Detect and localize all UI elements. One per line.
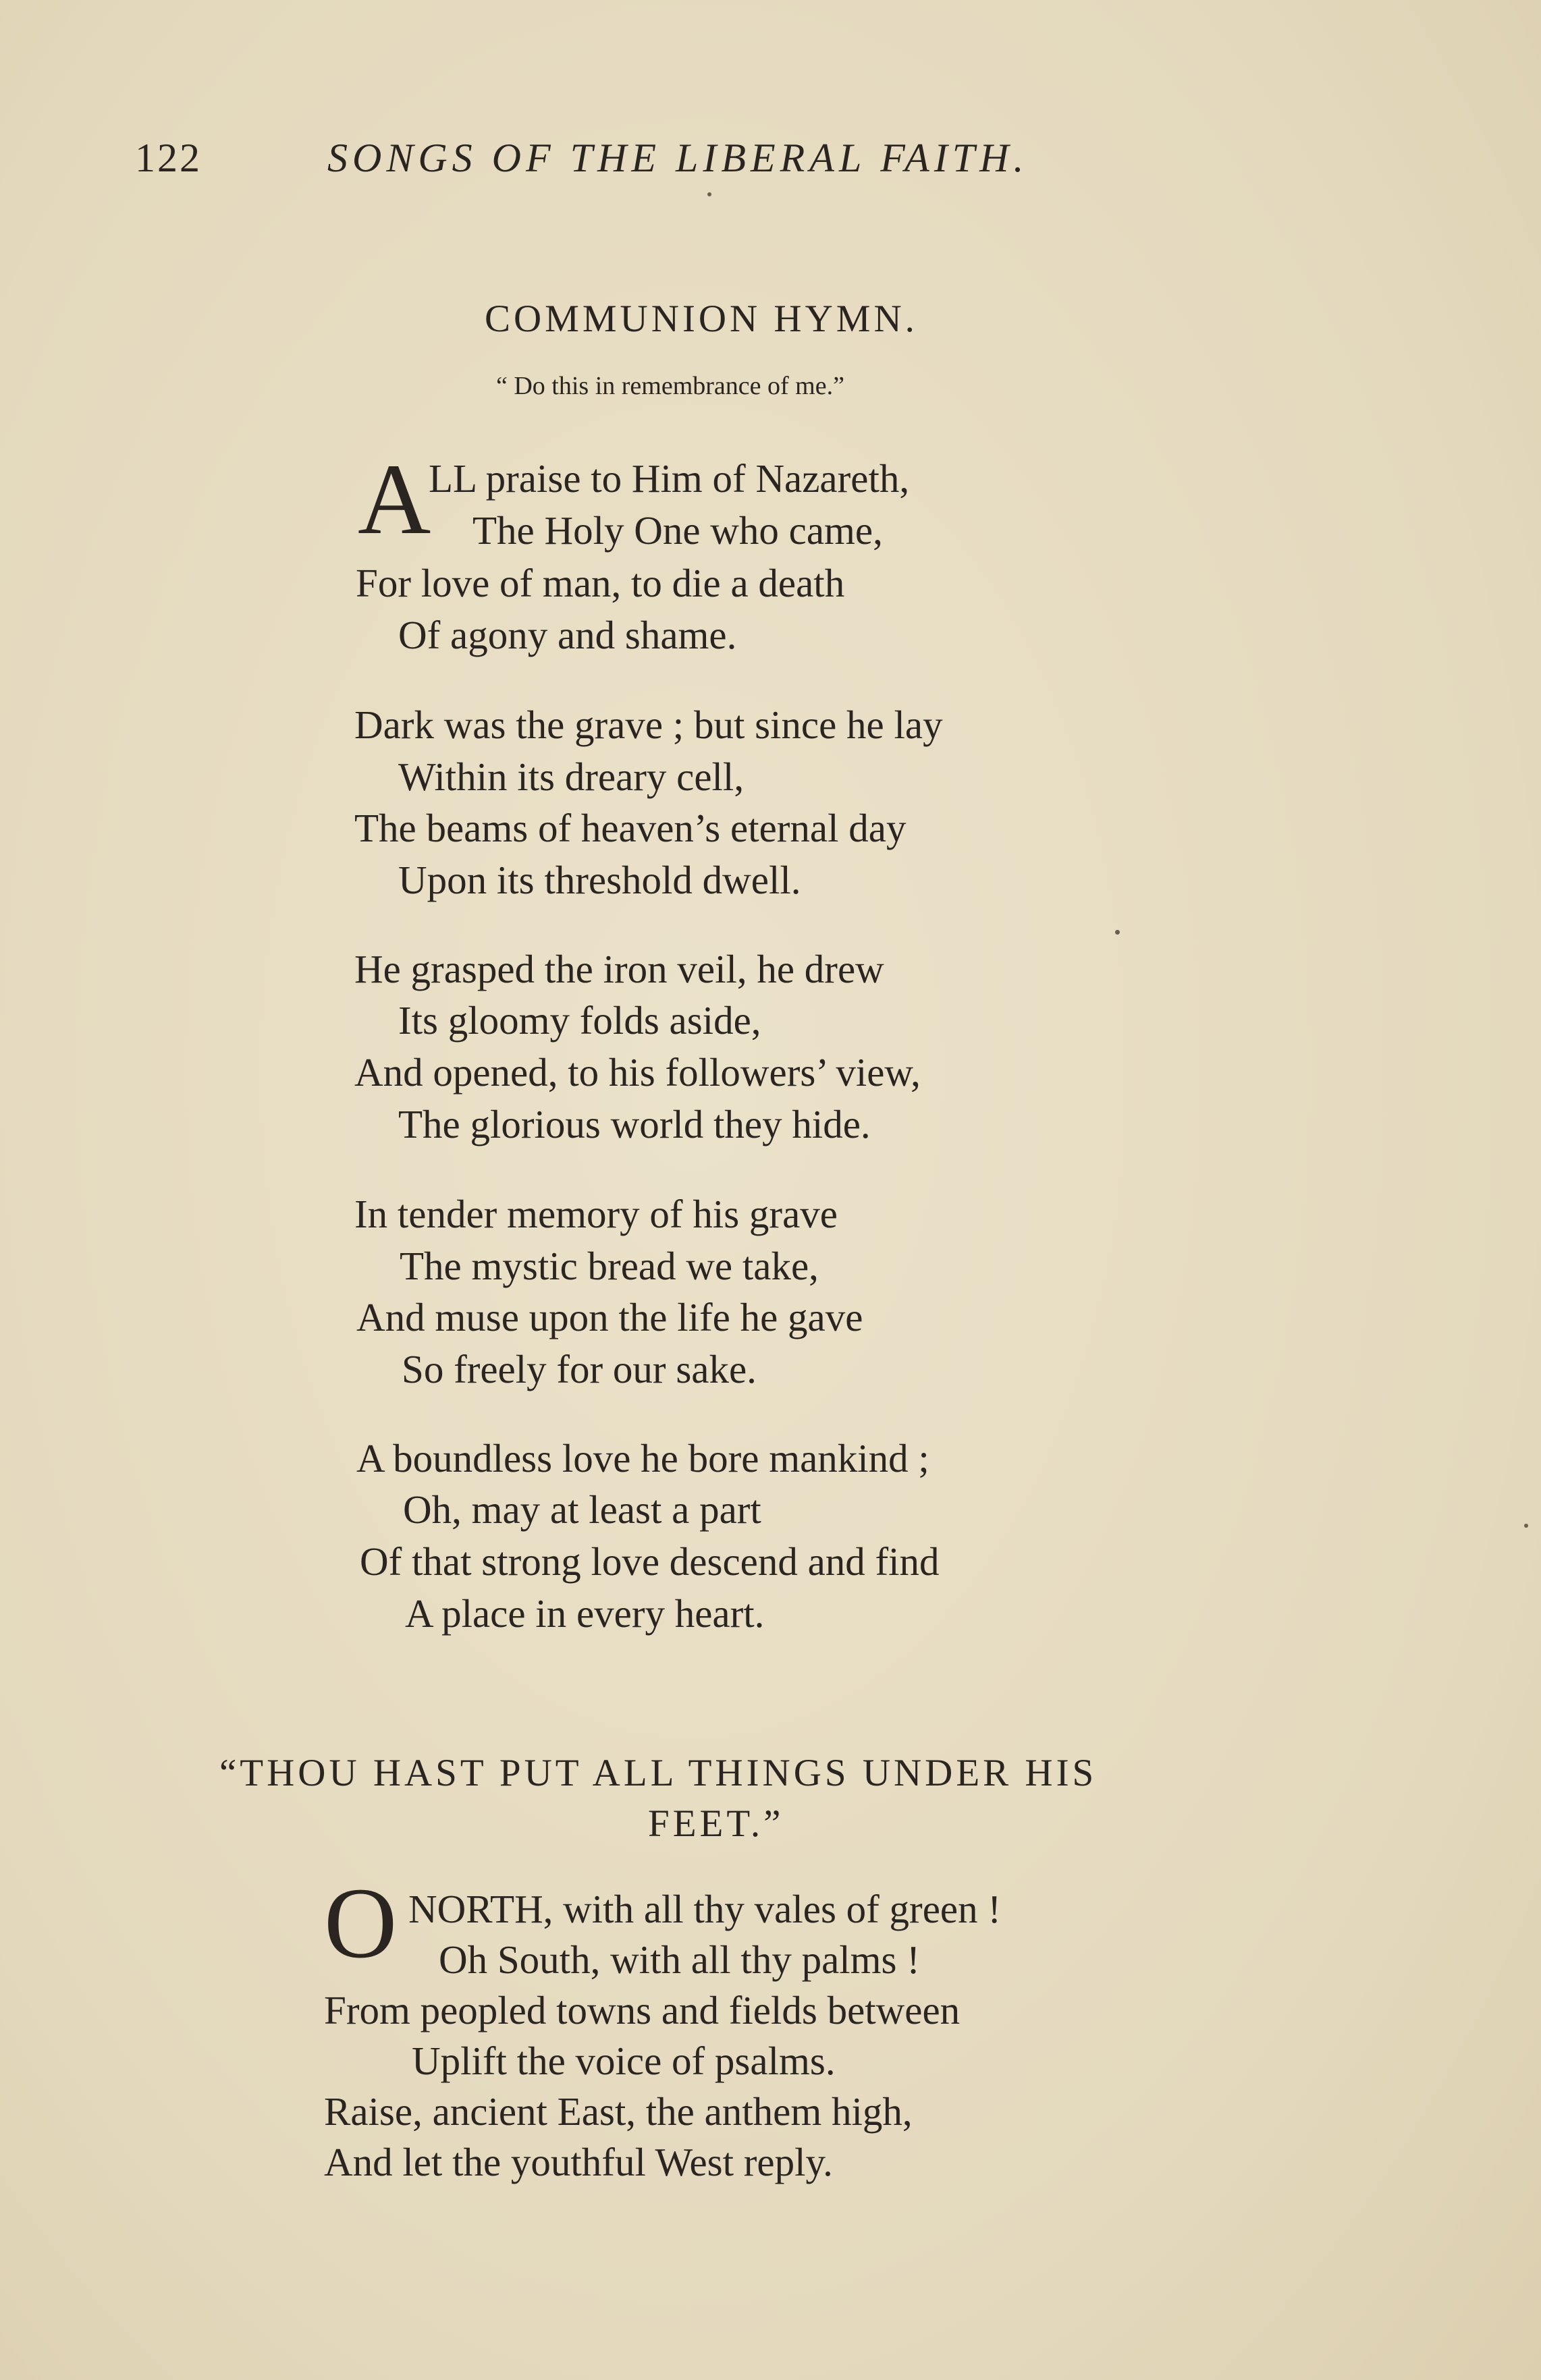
verse-line: Of that strong love descend and find <box>360 1539 940 1584</box>
verse-line: Upon its threshold dwell. <box>398 858 801 902</box>
running-title: SONGS OF THE LIBERAL FAITH. <box>327 136 1029 180</box>
hymn-title-continued: FEET.” <box>648 1802 784 1845</box>
paper-speck <box>707 192 711 196</box>
verse-line: For love of man, to die a death <box>356 561 845 605</box>
verse-line: And muse upon the life he gave <box>356 1295 863 1339</box>
verse-line: He grasped the iron veil, he drew <box>354 947 884 991</box>
verse-line: Within its dreary cell, <box>398 754 745 799</box>
verse-line: The beams of heaven’s eternal day <box>354 806 907 850</box>
verse-line: Dark was the grave ; but since he lay <box>354 702 943 747</box>
verse-line: Raise, ancient East, the anthem high, <box>324 2089 913 2134</box>
verse-line: Uplift the voice of psalms. <box>412 2039 836 2083</box>
drop-cap: A <box>358 443 431 555</box>
verse-line: The Holy One who came, <box>472 508 883 553</box>
verse-line: NORTH, with all thy vales of green ! <box>408 1887 1001 1931</box>
page-number: 122 <box>135 136 202 180</box>
paper-speck <box>1524 1524 1528 1528</box>
verse-line: So freely for our sake. <box>402 1347 757 1391</box>
verse-line: From peopled towns and fields between <box>324 1988 961 2032</box>
verse-line: A boundless love he bore mankind ; <box>356 1436 929 1480</box>
paper-speck <box>1115 930 1120 935</box>
hymn-epigraph: “ Do this in remembrance of me.” <box>496 372 844 400</box>
verse-line: A place in every heart. <box>405 1591 765 1636</box>
verse-line: The glorious world they hide. <box>398 1102 871 1146</box>
hymn-title: “THOU HAST PUT ALL THINGS UNDER HIS <box>219 1752 1098 1794</box>
verse-line: Of agony and shame. <box>398 613 737 657</box>
verse-line: And let the youthful West reply. <box>324 2140 833 2184</box>
verse-line: Its gloomy folds aside, <box>398 998 761 1043</box>
verse-line: Oh, may at least a part <box>403 1487 761 1532</box>
verse-line: In tender memory of his grave <box>354 1192 838 1236</box>
drop-cap: O <box>324 1867 398 1979</box>
verse-line: And opened, to his followers’ view, <box>354 1050 921 1095</box>
hymn-title: COMMUNION HYMN. <box>485 298 918 340</box>
verse-line: LL praise to Him of Nazareth, <box>429 456 910 501</box>
verse-line: Oh South, with all thy palms ! <box>439 1937 920 1982</box>
verse-line: The mystic bread we take, <box>400 1244 819 1288</box>
